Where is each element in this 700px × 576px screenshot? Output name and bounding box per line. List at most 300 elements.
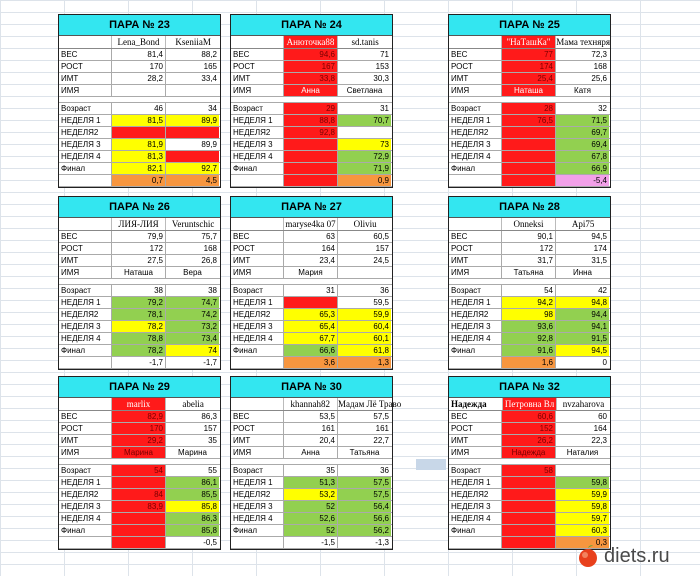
cell-week1[interactable]: 70,7 (337, 115, 391, 126)
cell-height[interactable]: 165 (165, 61, 219, 72)
cell-week1[interactable]: 51,3 (283, 477, 337, 488)
participant-nick[interactable]: maryse4ka 07 (283, 218, 338, 230)
cell-weight[interactable]: 77 (501, 49, 555, 60)
cell-age[interactable]: 38 (111, 285, 165, 296)
cell-week1[interactable]: 59,5 (337, 297, 391, 308)
pair-title: ПАРА № 24 (231, 15, 392, 36)
cell-age[interactable]: 54 (501, 285, 555, 296)
cell-weight[interactable]: 60,6 (501, 411, 555, 422)
row-label: РОСТ (451, 244, 473, 253)
cell-diff[interactable]: 0,7 (111, 175, 165, 186)
participant-nick[interactable]: Петровна Вл (502, 398, 556, 410)
cell-final[interactable] (111, 525, 165, 536)
cell-bmi[interactable]: 31,7 (501, 255, 555, 266)
cell-height[interactable]: 164 (283, 243, 337, 254)
cell-weight[interactable]: 57,5 (337, 411, 391, 422)
row-week1 (449, 297, 610, 309)
cell-name[interactable]: Вера (165, 267, 219, 278)
cell-weight[interactable]: 94,6 (283, 49, 337, 60)
cell-bmi[interactable]: 30,3 (337, 73, 391, 84)
cell-week1[interactable]: 74,7 (165, 297, 219, 308)
participant-nick[interactable]: KseniiaM (165, 36, 220, 48)
cell-final[interactable] (283, 163, 337, 174)
cell-weight[interactable]: 88,2 (165, 49, 219, 60)
cell-height[interactable]: 174 (501, 61, 555, 72)
cell-week2[interactable]: 53,2 (283, 489, 337, 500)
cell-bmi[interactable]: 23,4 (283, 255, 337, 266)
names-label (59, 36, 111, 48)
row-week4 (59, 151, 220, 163)
cell-week2[interactable]: 85,5 (165, 489, 219, 500)
cell-week3[interactable]: 60,4 (337, 321, 391, 332)
row-diff (231, 537, 392, 549)
cell-name[interactable]: Светлана (337, 85, 391, 96)
row-label: НЕДЕЛЯ 4 (61, 152, 101, 161)
row-week1 (449, 115, 610, 127)
cell-week2[interactable]: 59,9 (555, 489, 609, 500)
row-age (59, 285, 220, 297)
cell-week2[interactable]: 94,4 (555, 309, 609, 320)
cell-week1[interactable]: 71,5 (555, 115, 609, 126)
cell-week4[interactable]: 86,3 (165, 513, 219, 524)
cell-name[interactable]: Наталия (555, 447, 609, 458)
cell-final[interactable]: 71,9 (337, 163, 391, 174)
cell-week1[interactable]: 89,9 (165, 115, 219, 126)
row-week2 (449, 309, 610, 321)
cell-week2[interactable]: 78,1 (111, 309, 165, 320)
row-name (59, 267, 220, 279)
cell-week1[interactable]: 88,8 (283, 115, 337, 126)
cell-bmi[interactable]: 33,4 (165, 73, 219, 84)
cell-week1[interactable]: 79,2 (111, 297, 165, 308)
cell-name[interactable]: Марина (165, 447, 219, 458)
cell-week4[interactable]: 72,9 (337, 151, 391, 162)
cell-name[interactable]: Мария (283, 267, 337, 278)
cell-weight[interactable]: 81,4 (111, 49, 165, 60)
cell-week4[interactable]: 91,5 (555, 333, 609, 344)
cell-week3[interactable]: 52 (283, 501, 337, 512)
cell-height[interactable]: 170 (111, 423, 165, 434)
cell-bmi[interactable]: 22,7 (337, 435, 391, 446)
cell-week3[interactable]: 73 (337, 139, 391, 150)
row-week1 (231, 477, 392, 489)
cell-week2[interactable]: 74,2 (165, 309, 219, 320)
cell-week2[interactable]: 59,9 (337, 309, 391, 320)
cell-week1[interactable]: 57,5 (337, 477, 391, 488)
row-label: ИМЯ (451, 268, 470, 277)
cell-diff[interactable]: -0,5 (165, 537, 219, 548)
row-label: ИМТ (233, 436, 251, 445)
row-label: НЕДЕЛЯ 4 (451, 152, 491, 161)
cell-diff[interactable]: 0 (555, 357, 609, 368)
cell-weight[interactable]: 60 (555, 411, 609, 422)
row-week3 (231, 139, 392, 151)
row-label: НЕДЕЛЯ 1 (451, 298, 491, 307)
row-label (449, 537, 501, 548)
cell-name[interactable] (337, 267, 391, 278)
cell-final[interactable]: 78,2 (111, 345, 165, 356)
cell-final[interactable]: 85,8 (165, 525, 219, 536)
cell-age[interactable]: 29 (283, 103, 337, 114)
pair-title: ПАРА № 23 (59, 15, 220, 36)
row-name (231, 267, 392, 279)
cell-age[interactable]: 28 (501, 103, 555, 114)
pair-title: ПАРА № 26 (59, 197, 220, 218)
cell-week1[interactable] (111, 477, 165, 488)
cell-week3[interactable] (501, 501, 555, 512)
row-label: Возраст (61, 104, 91, 113)
cell-weight[interactable]: 72,3 (555, 49, 609, 60)
row-label: Финал (233, 526, 258, 535)
cell-age[interactable]: 36 (337, 465, 391, 476)
cell-age[interactable]: 46 (111, 103, 165, 114)
cell-height[interactable]: 174 (555, 243, 609, 254)
row-label: НЕДЕЛЯ 3 (451, 140, 491, 149)
cell-diff[interactable]: 3,6 (283, 357, 337, 368)
cell-height[interactable]: 172 (501, 243, 555, 254)
cell-height[interactable]: 170 (111, 61, 165, 72)
participant-nick[interactable]: sd.tanis (337, 36, 392, 48)
cell-bmi[interactable]: 20,4 (283, 435, 337, 446)
cell-age[interactable]: 54 (111, 465, 165, 476)
row-name (231, 85, 392, 97)
cell-week1[interactable] (283, 297, 337, 308)
cell-bmi[interactable]: 25,4 (501, 73, 555, 84)
logo-text: diets.ru (604, 544, 670, 567)
cell-height[interactable]: 168 (555, 61, 609, 72)
participant-nick[interactable]: Мама техняря (556, 37, 610, 47)
row-label: НЕДЕЛЯ 1 (61, 298, 101, 307)
row-bmi (231, 73, 392, 85)
row-weight (449, 411, 610, 423)
cell-weight[interactable]: 90,1 (501, 231, 555, 242)
cell-week3[interactable]: 73,2 (165, 321, 219, 332)
cell-weight[interactable]: 86,3 (165, 411, 219, 422)
names-label (231, 218, 283, 230)
row-label: НЕДЕЛЯ2 (451, 128, 489, 137)
cell-bmi[interactable]: 33,8 (283, 73, 337, 84)
cell-diff[interactable]: 0,3 (555, 537, 609, 548)
row-label: НЕДЕЛЯ2 (61, 128, 99, 137)
cell-height[interactable]: 172 (111, 243, 165, 254)
cell-week4[interactable]: 56,6 (337, 513, 391, 524)
cell-week3[interactable]: 69,4 (555, 139, 609, 150)
row-bmi (449, 255, 610, 267)
cell-week3[interactable]: 78,2 (111, 321, 165, 332)
row-label: НЕДЕЛЯ 3 (451, 502, 491, 511)
cell-height[interactable]: 152 (501, 423, 555, 434)
row-final (449, 163, 610, 175)
cell-name[interactable]: Катя (555, 85, 609, 96)
row-bmi (449, 435, 610, 447)
cell-week3[interactable]: 81,9 (111, 139, 165, 150)
cell-bmi[interactable]: 26,8 (165, 255, 219, 266)
cell-week4[interactable]: 52,6 (283, 513, 337, 524)
row-height (59, 423, 220, 435)
cell-age[interactable] (555, 465, 609, 476)
cell-age[interactable]: 38 (165, 285, 219, 296)
cell-week4[interactable]: 78,8 (111, 333, 165, 344)
cell-age[interactable]: 35 (283, 465, 337, 476)
row-label: НЕДЕЛЯ 3 (451, 322, 491, 331)
participant-nick[interactable]: abelia (165, 398, 220, 410)
cell-week3[interactable]: 93,6 (501, 321, 555, 332)
cell-diff[interactable] (501, 175, 555, 186)
cell-diff[interactable]: -1,3 (337, 537, 391, 548)
cell-age[interactable]: 31 (337, 103, 391, 114)
cell-final[interactable]: 56,2 (337, 525, 391, 536)
row-bmi (59, 73, 220, 85)
cell-week3[interactable]: 83,9 (111, 501, 165, 512)
cell-week2[interactable] (501, 127, 555, 138)
cell-final[interactable]: 61,8 (337, 345, 391, 356)
cell-week3[interactable]: 65,4 (283, 321, 337, 332)
cell-height[interactable]: 153 (337, 61, 391, 72)
cell-weight[interactable]: 53,5 (283, 411, 337, 422)
cell-weight[interactable]: 79,9 (111, 231, 165, 242)
cell-name[interactable]: Надежда (501, 447, 555, 458)
cell-final[interactable]: 60,3 (555, 525, 609, 536)
cell-week2[interactable]: 57,5 (337, 489, 391, 500)
cell-week1[interactable]: 94,2 (501, 297, 555, 308)
cell-age[interactable]: 55 (165, 465, 219, 476)
cell-final[interactable]: 94,5 (555, 345, 609, 356)
cell-name[interactable]: Анна (283, 447, 337, 458)
row-label: НЕДЕЛЯ 1 (61, 478, 101, 487)
cell-diff[interactable]: 4,5 (165, 175, 219, 186)
cell-height[interactable]: 164 (555, 423, 609, 434)
cell-name[interactable]: Наташа (501, 85, 555, 96)
row-label: НЕДЕЛЯ2 (233, 490, 271, 499)
cell-name[interactable]: Татьяна (337, 447, 391, 458)
cell-week1[interactable]: 86,1 (165, 477, 219, 488)
cell-week3[interactable]: 85,8 (165, 501, 219, 512)
cell-week1[interactable]: 76,5 (501, 115, 555, 126)
row-final (449, 345, 610, 357)
row-label: НЕДЕЛЯ 1 (61, 116, 101, 125)
cell-week4[interactable]: 73,4 (165, 333, 219, 344)
cell-height[interactable]: 161 (337, 423, 391, 434)
cell-week4[interactable]: 60,1 (337, 333, 391, 344)
row-week2 (231, 127, 392, 139)
row-weight (231, 231, 392, 243)
cell-height[interactable]: 157 (165, 423, 219, 434)
cell-diff[interactable] (283, 175, 337, 186)
cell-week4[interactable] (283, 151, 337, 162)
cell-diff[interactable]: -1,5 (283, 537, 337, 548)
apple-icon (576, 544, 600, 568)
cell-week2[interactable] (337, 127, 391, 138)
cell-bmi[interactable]: 22,3 (555, 435, 609, 446)
cell-name[interactable] (111, 85, 165, 96)
row-weight (59, 231, 220, 243)
cell-week3[interactable]: 89,9 (165, 139, 219, 150)
cell-week3[interactable]: 59,8 (555, 501, 609, 512)
participant-names (449, 36, 610, 49)
participant-nick[interactable]: khannah82 (283, 398, 337, 410)
cell-diff[interactable]: 1,3 (337, 357, 391, 368)
row-label: НЕДЕЛЯ 3 (233, 140, 273, 149)
cell-bmi[interactable]: 25,6 (555, 73, 609, 84)
cell-bmi[interactable]: 31,5 (555, 255, 609, 266)
cell-height[interactable]: 167 (283, 61, 337, 72)
cell-weight[interactable]: 82,9 (111, 411, 165, 422)
participant-nick[interactable]: "НаТашКа" (501, 36, 556, 48)
cell-week1[interactable]: 59,8 (555, 477, 609, 488)
cell-final[interactable]: 91,6 (501, 345, 555, 356)
row-label: НЕДЕЛЯ 3 (61, 140, 101, 149)
row-week3 (231, 321, 392, 333)
cell-name[interactable] (165, 85, 219, 96)
cell-week4[interactable] (165, 151, 219, 162)
row-week4 (449, 333, 610, 345)
cell-bmi[interactable]: 28,2 (111, 73, 165, 84)
row-age (59, 103, 220, 115)
cell-weight[interactable]: 94,5 (555, 231, 609, 242)
row-label: НЕДЕЛЯ 4 (233, 334, 273, 343)
cell-week1[interactable]: 94,8 (555, 297, 609, 308)
row-label: ИМЯ (61, 448, 80, 457)
cell-final[interactable]: 66,9 (555, 163, 609, 174)
participant-nick[interactable]: Мадам Лё Траво (338, 399, 402, 409)
row-week3 (59, 139, 220, 151)
cell-diff[interactable] (501, 537, 555, 548)
row-final (59, 163, 220, 175)
cell-weight[interactable]: 71 (337, 49, 391, 60)
row-label: РОСТ (233, 424, 255, 433)
cell-height[interactable]: 161 (283, 423, 337, 434)
cell-weight[interactable]: 63 (283, 231, 337, 242)
row-label: РОСТ (61, 62, 83, 71)
row-label: РОСТ (61, 424, 83, 433)
row-weight (59, 411, 220, 423)
cell-name[interactable]: Марина (111, 447, 165, 458)
cell-bmi[interactable]: 27,5 (111, 255, 165, 266)
participant-nick[interactable]: Lena_Bond (111, 36, 166, 48)
cell-diff[interactable]: -5,4 (555, 175, 609, 186)
row-week3 (59, 321, 220, 333)
cell-week1[interactable] (501, 477, 555, 488)
row-weight (231, 411, 392, 423)
cell-week2[interactable]: 98 (501, 309, 555, 320)
cell-week2[interactable]: 65,3 (283, 309, 337, 320)
cell-diff[interactable]: 0,9 (337, 175, 391, 186)
row-label: НЕДЕЛЯ 3 (233, 322, 273, 331)
row-label: Возраст (451, 466, 481, 475)
participant-nick[interactable]: Onneksi (501, 218, 556, 230)
row-name (59, 447, 220, 459)
cell-week2[interactable] (111, 127, 165, 138)
participant-nick[interactable]: nvzaharova (556, 398, 610, 410)
cell-week3[interactable] (501, 139, 555, 150)
row-label: РОСТ (233, 244, 255, 253)
cell-bmi[interactable]: 29,2 (111, 435, 165, 446)
cell-name[interactable]: Наташа (111, 267, 165, 278)
cell-age[interactable]: 42 (555, 285, 609, 296)
cell-weight[interactable]: 75,7 (165, 231, 219, 242)
cell-bmi[interactable]: 35 (165, 435, 219, 446)
row-label (449, 175, 501, 186)
cell-diff[interactable]: -1,7 (165, 357, 219, 368)
row-week1 (59, 297, 220, 309)
row-label: ИМЯ (61, 268, 80, 277)
cell-week2[interactable]: 92,8 (283, 127, 337, 138)
cell-week2[interactable] (501, 489, 555, 500)
cell-bmi[interactable]: 24,5 (337, 255, 391, 266)
cell-final[interactable]: 92,7 (165, 163, 219, 174)
row-label: Возраст (451, 104, 481, 113)
cell-week2[interactable] (165, 127, 219, 138)
cell-week2[interactable]: 69,7 (555, 127, 609, 138)
cell-age[interactable]: 31 (283, 285, 337, 296)
row-age (231, 285, 392, 297)
row-label: ВЕС (233, 50, 250, 59)
participant-nick[interactable]: Анюточка88 (283, 36, 338, 48)
cell-week4[interactable] (501, 513, 555, 524)
cell-age[interactable]: 34 (165, 103, 219, 114)
participant-nick[interactable]: Api75 (555, 218, 610, 230)
cell-final[interactable] (501, 525, 555, 536)
cell-age[interactable]: 32 (555, 103, 609, 114)
cell-week4[interactable]: 92,8 (501, 333, 555, 344)
row-age (449, 285, 610, 297)
cell-name[interactable]: Анна (283, 85, 337, 96)
cell-week3[interactable] (283, 139, 337, 150)
cell-final[interactable]: 52 (283, 525, 337, 536)
cell-week4[interactable]: 81,3 (111, 151, 165, 162)
pair-title: ПАРА № 27 (231, 197, 392, 218)
row-label: ВЕС (61, 50, 78, 59)
cell-age[interactable]: 36 (337, 285, 391, 296)
cell-weight[interactable]: 60,5 (337, 231, 391, 242)
cell-bmi[interactable]: 26,2 (501, 435, 555, 446)
cell-diff[interactable] (111, 537, 165, 548)
cell-name[interactable]: Татьяна (501, 267, 555, 278)
participant-nick[interactable]: marlix (111, 398, 166, 410)
cell-name[interactable]: Инна (555, 267, 609, 278)
participant-nick[interactable]: Veruntschic (165, 218, 220, 230)
cell-week3[interactable]: 56,4 (337, 501, 391, 512)
row-label (59, 537, 111, 548)
participant-nick[interactable]: ЛИЯ-ЛИЯ (111, 218, 166, 230)
cell-week3[interactable]: 94,1 (555, 321, 609, 332)
cell-week4[interactable]: 67,7 (283, 333, 337, 344)
cell-week4[interactable] (501, 151, 555, 162)
cell-week4[interactable]: 67,8 (555, 151, 609, 162)
row-week4 (231, 513, 392, 525)
cell-final[interactable]: 82,1 (111, 163, 165, 174)
cell-week4[interactable]: 59,7 (555, 513, 609, 524)
row-label: НЕДЕЛЯ 1 (233, 116, 273, 125)
row-label: Финал (61, 164, 86, 173)
cell-final[interactable] (501, 163, 555, 174)
cell-final[interactable]: 66,6 (283, 345, 337, 356)
cell-final[interactable]: 74 (165, 345, 219, 356)
cell-week4[interactable] (111, 513, 165, 524)
cell-diff[interactable]: -1,7 (111, 357, 165, 368)
pair-title: ПАРА № 28 (449, 197, 610, 218)
cell-height[interactable]: 168 (165, 243, 219, 254)
cell-diff[interactable]: 1,6 (501, 357, 555, 368)
cell-age[interactable]: 58 (501, 465, 555, 476)
selected-cell[interactable] (416, 459, 446, 470)
participant-nick[interactable]: Oliviu (337, 218, 392, 230)
cell-height[interactable]: 157 (337, 243, 391, 254)
row-height (449, 423, 610, 435)
participant-names (449, 398, 610, 411)
cell-week1[interactable]: 81,5 (111, 115, 165, 126)
cell-week2[interactable]: 84 (111, 489, 165, 500)
